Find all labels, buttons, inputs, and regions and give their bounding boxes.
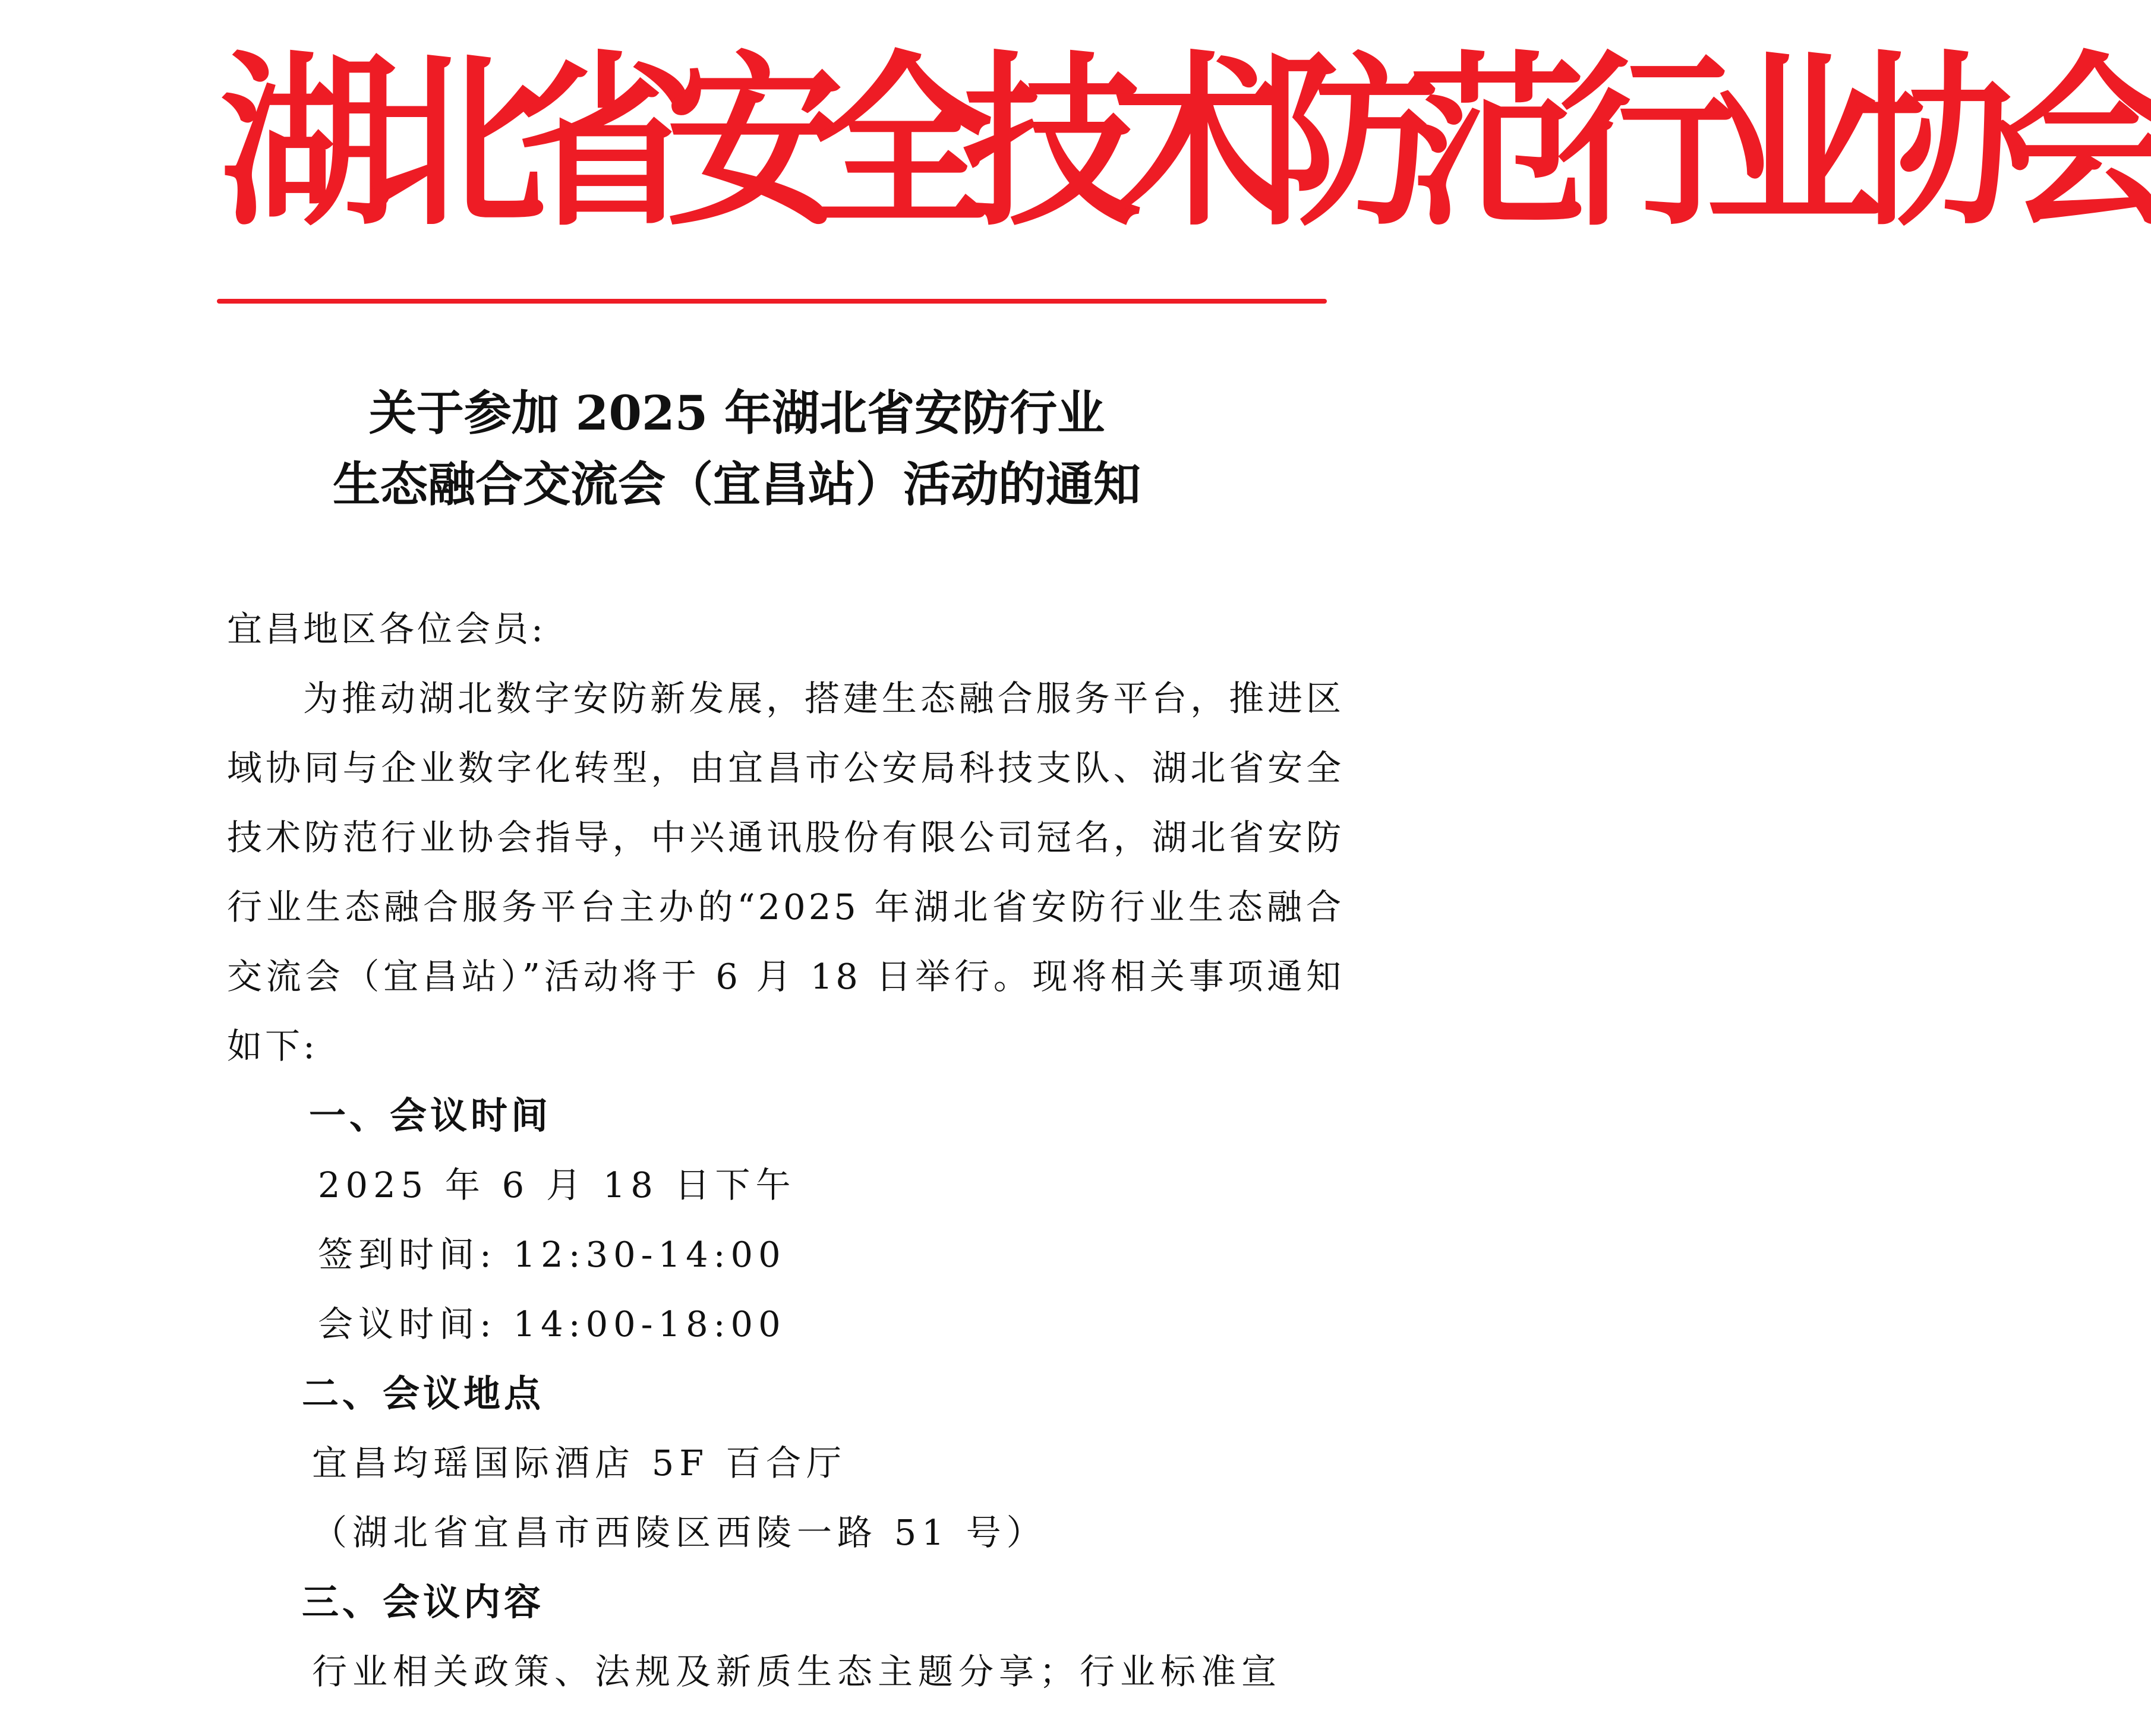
- checkin-time: 签到时间: 12:30-14:00: [318, 1234, 786, 1275]
- section-heading-venue: 二、会议地点: [302, 1372, 545, 1415]
- document-title-line-1: 关于参加 2025 年湖北省安防行业: [368, 385, 1105, 441]
- section-heading-meeting-time: 一、会议时间: [309, 1094, 552, 1137]
- section-heading-agenda: 三、会议内容: [302, 1580, 545, 1624]
- session-time: 会议时间: 14:00-18:00: [318, 1303, 786, 1344]
- intro-paragraph: 为推动湖北数字安防新发展，搭建生态融合服务平台，推进区域协同与企业数字化转型，由宜昌市公安局科技支队、湖北省安全技术防范行业协会指导，中兴通讯股份有限公司冠名，湖北省安防行业生态融合服务平台主办的“2025 年湖北省安防行业生态融合交流会（宜昌站）”活动将于 6 月 18 日举行。现将相关事项通知如下:: [227, 678, 1344, 1066]
- venue-address: （湖北省宜昌市西陵区西陵一路 51 号）: [312, 1512, 1047, 1553]
- venue-name: 宜昌均瑶国际酒店 5F 百合厅: [312, 1443, 847, 1484]
- meeting-date: 2025 年 6 月 18 日下午: [318, 1164, 796, 1205]
- salutation: 宜昌地区各位会员:: [227, 608, 546, 649]
- document-title-line-2: 生态融合交流会（宜昌站）活动的通知: [333, 456, 1141, 512]
- letterhead-red-rule: [217, 299, 1327, 304]
- letterhead-organization-name: 湖北省安全技术防范行业协会: [220, 35, 2151, 251]
- agenda-content: 行业相关政策、法规及新质生态主题分享；行业标准宣: [312, 1651, 1282, 1692]
